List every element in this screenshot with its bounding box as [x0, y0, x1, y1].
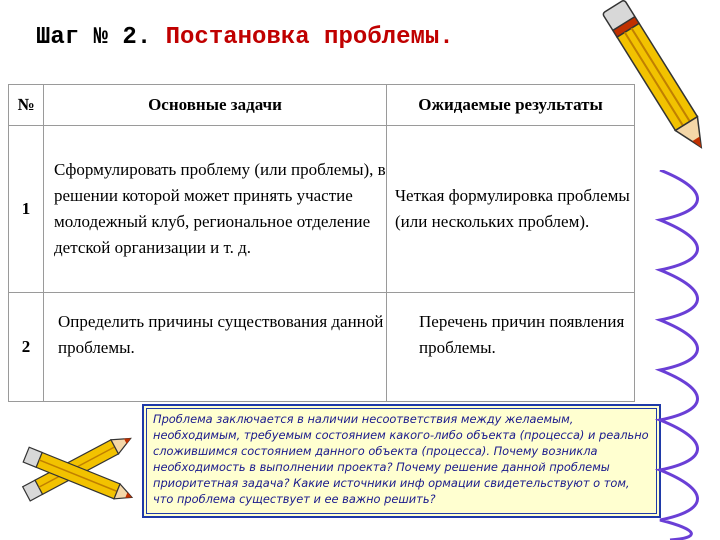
row-task [44, 293, 387, 402]
row-task-text: Определить причины существования данной проблемы. [58, 312, 384, 357]
row-task [44, 126, 387, 293]
pencil-icon [596, 0, 720, 160]
step-label: Шаг № 2. [36, 24, 152, 51]
row-result-text: Перечень причин появления проблемы. [419, 312, 625, 357]
row-result [387, 293, 635, 402]
table-row [9, 293, 635, 402]
row-number: 2 [9, 293, 44, 402]
row-task-text: Сформулировать проблему (или проблемы), в решении которой может принять участие молодежный клуб, региональное отделение детской организации и т. д. [54, 160, 386, 257]
step-topic: Постановка проблемы. [165, 24, 454, 51]
table-header-row [9, 85, 635, 126]
row-result-text: Четкая формулировка проблемы (или нескольких проблем). [395, 186, 630, 231]
tasks-table [8, 84, 635, 402]
header-number: № [9, 85, 44, 126]
header-tasks: Основные задачи [44, 85, 387, 126]
row-number: 1 [9, 126, 44, 293]
pencils-icon [16, 416, 144, 526]
spiral-binding-icon [640, 170, 720, 540]
header-results: Ожидаемые результаты [387, 85, 635, 126]
slide-title [36, 24, 454, 51]
table-row [9, 126, 635, 293]
problem-definition-note: Проблема заключается в наличии несоответствия между желаемым, необходимым, требуемым состоянием какого-либо объекта (процесса) и реально сложившимся состоянием данного объекта (процесса). Почему возникла необходимость в выполнении проекта? Почему решение данной проблемы приоритетная задача? Какие источники инф ормации свидетельствуют о том, что проблема существует и ее важно решить? [143, 405, 660, 517]
